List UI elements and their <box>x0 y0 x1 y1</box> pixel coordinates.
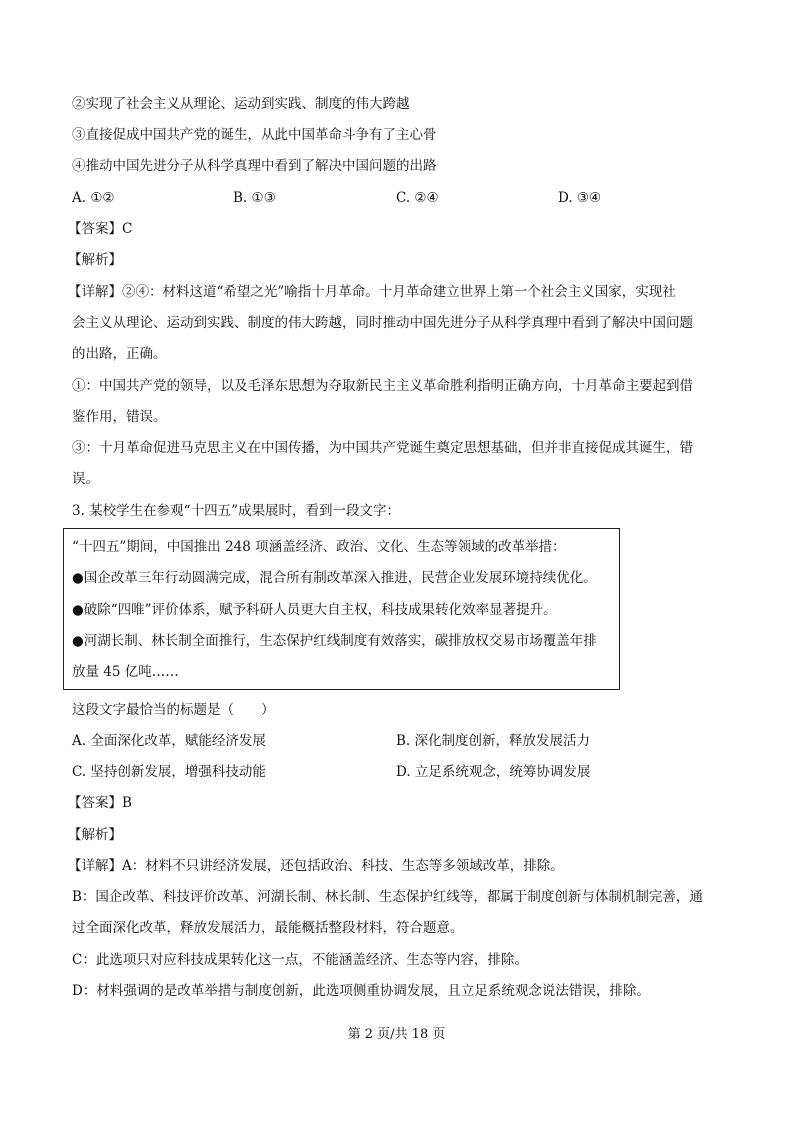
q2-detail-line: ①：中国共产党的领导，以及毛泽东思想为夺取新民主主义革命胜利指明正确方向，十月革命主要起到借 <box>72 378 693 394</box>
q2-option-d: D. ③④ <box>558 190 602 206</box>
q3-question: 这段文字最恰当的标题是（ ） <box>72 702 275 718</box>
q3-option-c: C. 坚持创新发展，增强科技动能 <box>72 764 266 780</box>
q2-detail-line: 【详解】②④：材料这道“希望之光”喻指十月革命。十月革命建立世界上第一个社会主义国家，实现社 <box>68 284 676 300</box>
q2-option-b: B. ①③ <box>233 190 276 206</box>
q2-option-a: A. ①② <box>72 190 115 206</box>
q2-detail-line: 鉴作用，错误。 <box>72 409 167 425</box>
q3-detail-line: B：国企改革、科技评价改革、河湖长制、林长制、生态保护红线等，都属于制度创新与体制机制完善，通 <box>72 889 703 905</box>
q3-option-a: A. 全面深化改革，赋能经济发展 <box>72 733 266 749</box>
q3-material-line: ●国企改革三年行动圆满完成，混合所有制改革深入推进，民营企业发展环境持续优化。 <box>72 570 597 586</box>
q2-item-2: ②实现了社会主义从理论、运动到实践、制度的伟大跨越 <box>72 96 410 112</box>
q3-material-line: 放量 45 亿吨…… <box>72 664 179 680</box>
q3-stem: 3. 某校学生在参观“十四五”成果展时，看到一段文字： <box>72 503 400 519</box>
q3-analysis-label: 【解析】 <box>68 827 122 843</box>
q3-material-line: “十四五”期间，中国推出 248 项涵盖经济、政治、文化、生态等领域的改革举措： <box>72 539 566 555</box>
q2-analysis-label: 【解析】 <box>68 252 122 268</box>
q3-option-b: B. 深化制度创新，释放发展活力 <box>396 733 591 749</box>
q2-answer: 【答案】C <box>68 221 133 237</box>
q3-material-line: ●河湖长制、林长制全面推行，生态保护红线制度有效落实，碳排放权交易市场覆盖年排 <box>72 633 597 649</box>
q2-option-c: C. ②④ <box>396 190 439 206</box>
q2-item-4: ④推动中国先进分子从科学真理中看到了解决中国问题的出路 <box>72 158 437 174</box>
q2-detail-line: 会主义从理论、运动到实践、制度的伟大跨越，同时推动中国先进分子从科学真理中看到了解决中国问题 <box>72 315 693 331</box>
q3-detail-line: D：材料强调的是改革举措与制度创新，此选项侧重协调发展，且立足系统观念说法错误，排除。 <box>72 983 650 999</box>
q3-option-d: D. 立足系统观念，统筹协调发展 <box>396 764 591 780</box>
q2-detail-line: ③：十月革命促进马克思主义在中国传播，为中国共产党诞生奠定思想基础，但并非直接促成其诞生，错 <box>72 440 693 456</box>
page-number-footer: 第 2 页/共 18 页 <box>347 1027 446 1042</box>
q3-detail-line: 【详解】A：材料不只讲经济发展，还包括政治、科技、生态等多领域改革，排除。 <box>68 858 564 874</box>
q3-detail-line: 过全面深化改革，释放发展活力，最能概括整段材料，符合题意。 <box>72 920 464 936</box>
q3-answer: 【答案】B <box>68 795 132 811</box>
q3-detail-line: C：此选项只对应科技成果转化这一点，不能涵盖经济、生态等内容，排除。 <box>72 952 528 968</box>
q2-item-3: ③直接促成中国共产党的诞生，从此中国革命斗争有了主心骨 <box>72 127 437 143</box>
q3-material-line: ●破除“四唯”评价体系，赋予科研人员更大自主权，科技成果转化效率显著提升。 <box>72 602 557 618</box>
q2-detail-line: 误。 <box>72 471 99 487</box>
q2-detail-line: 的出路，正确。 <box>72 346 167 362</box>
